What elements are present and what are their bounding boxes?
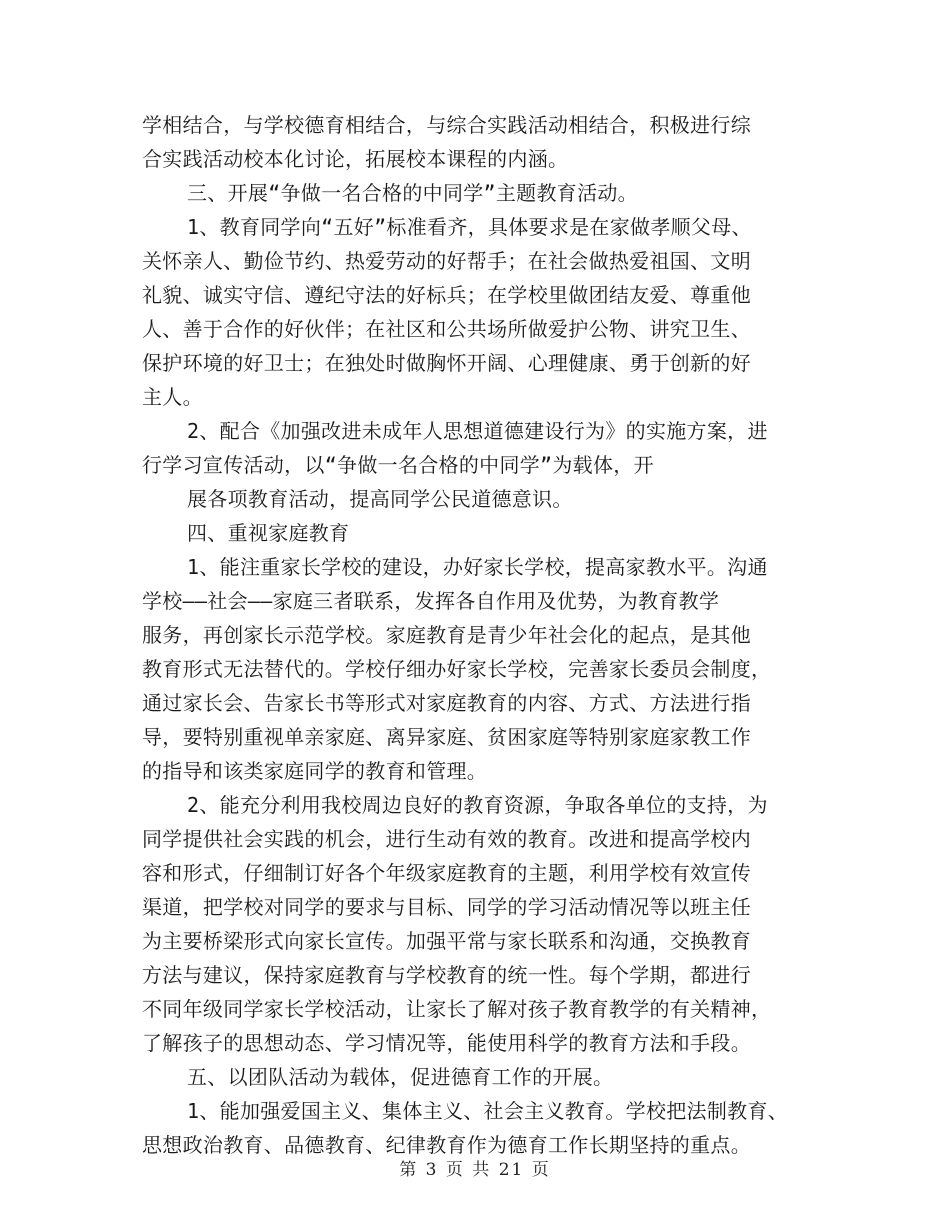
- text-line: 教育形式无法替代的。学校仔细办好家长学校，完善家长委员会制度，: [142, 657, 772, 681]
- text-line: 方法与建议，保持家庭教育与学校教育的统一性。每个学期，都进行: [142, 963, 751, 987]
- text-line: 通过家长会、告家长书等形式对家庭教育的内容、方式、方法进行指: [142, 691, 751, 715]
- text-line: 服务，再创家长示范学校。家庭教育是青少年社会化的起点，是其他: [142, 623, 751, 647]
- text-line: 了解孩子的思想动态、学习情况等，能使用科学的教育方法和手段。: [142, 1031, 751, 1055]
- section-heading: 五、以团队活动为载体，促进德育工作的开展。: [187, 1065, 614, 1089]
- text-line: 2、配合《加强改进未成年人思想道德建设行为》的实施方案，进: [187, 419, 768, 443]
- text-line: 学相结合，与学校德育相结合，与综合实践活动相结合，积极进行综: [142, 113, 751, 137]
- text-line: 保护环境的好卫士；在独处时做胸怀开阔、心理健康、勇于创新的好: [142, 351, 751, 375]
- text-line: 同学提供社会实践的机会，进行生动有效的教育。改进和提高学校内: [142, 827, 751, 851]
- text-line: 1、能注重家长学校的建设，办好家长学校，提高家教水平。沟通: [187, 555, 768, 579]
- text-line: 人、善于合作的好伙伴；在社区和公共场所做爱护公物、讲究卫生、: [142, 317, 751, 341]
- text-line: 展各项教育活动，提高同学公民道德意识。: [187, 487, 573, 511]
- text-line: 为主要桥梁形式向家长宣传。加强平常与家长联系和沟通，交换教育: [142, 929, 751, 953]
- section-heading: 四、重视家庭教育: [187, 521, 350, 545]
- text-line: 导，要特别重视单亲家庭、离异家庭、贫困家庭等特别家庭家教工作: [142, 725, 751, 749]
- text-line: 关怀亲人、勤俭节约、热爱劳动的好帮手；在社会做热爱祖国、文明: [142, 249, 751, 273]
- text-line: 合实践活动校本化讨论，拓展校本课程的内涵。: [142, 147, 569, 171]
- text-line: 行学习宣传活动，以“争做一名合格的中同学”为载体，开: [142, 453, 654, 477]
- text-line: 1、教育同学向“五好”标准看齐，具体要求是在家做孝顺父母、: [187, 215, 752, 239]
- text-line: 主人。: [142, 385, 203, 409]
- text-line: 2、能充分利用我校周边良好的教育资源，争取各单位的支持，为: [187, 793, 768, 817]
- text-line: 1、能加强爱国主义、集体主义、社会主义教育。学校把法制教育、: [187, 1099, 789, 1123]
- text-line: 学校——社会——家庭三者联系，发挥各自作用及优势，为教育教学: [142, 589, 720, 613]
- text-line: 渠道，把学校对同学的要求与目标、同学的学习活动情况等以班主任: [142, 895, 751, 919]
- text-line: 容和形式，仔细制订好各个年级家庭教育的主题，利用学校有效宣传: [142, 861, 751, 885]
- section-heading: 三、开展“争做一名合格的中同学”主题教育活动。: [187, 181, 638, 205]
- page-number-footer: 第 3 页 共 21 页: [399, 1160, 551, 1180]
- text-line: 礼貌、诚实守信、遵纪守法的好标兵；在学校里做团结友爱、尊重他: [142, 283, 751, 307]
- text-line: 思想政治教育、品德教育、纪律教育作为德育工作长期坚持的重点。: [142, 1133, 751, 1157]
- text-line: 的指导和该类家庭同学的教育和管理。: [142, 759, 488, 783]
- text-line: 不同年级同学家长学校活动，让家长了解对孩子教育教学的有关精神，: [142, 997, 772, 1021]
